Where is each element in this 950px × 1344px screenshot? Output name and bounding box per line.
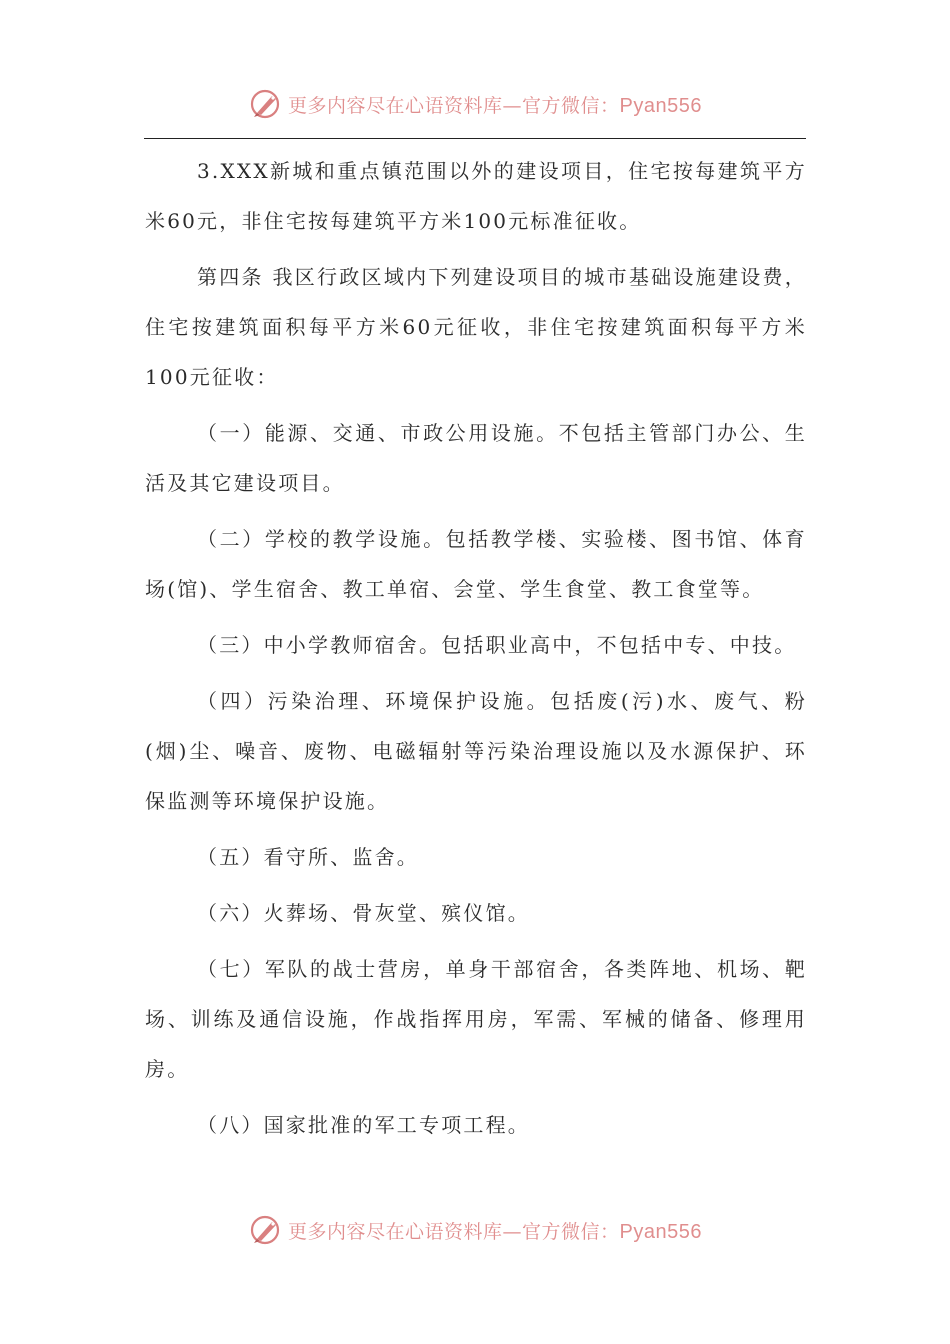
- paragraph: （七）军队的战士营房，单身干部宿舍，各类阵地、机场、靶场、训练及通信设施，作战指挥用房，军需、军械的储备、修理用房。: [145, 957, 807, 1081]
- document-body: [145, 146, 807, 1156]
- paragraph: （一）能源、交通、市政公用设施。不包括主管部门办公、生活及其它建设项目。: [145, 421, 807, 495]
- banner-text: 更多内容尽在心语资料库—官方微信：Pyan556: [288, 1220, 702, 1243]
- footer-banner: [0, 1208, 950, 1252]
- paragraph: 第四条 我区行政区域内下列建设项目的城市基础设施建设费，住宅按建筑面积每平方米60元征收，非住宅按建筑面积每平方米100元征收：: [145, 265, 807, 389]
- paragraph: （六）火葬场、骨灰堂、殡仪馆。: [197, 901, 530, 925]
- paragraph: （五）看守所、监舍。: [197, 845, 419, 869]
- wechat-id: Pyan556: [619, 1220, 702, 1243]
- paragraph: （三）中小学教师宿舍。包括职业高中，不包括中专、中技。: [197, 633, 797, 657]
- pen-nib-logo-icon: [248, 86, 284, 122]
- paragraph: （四）污染治理、环境保护设施。包括废(污)水、废气、粉(烟)尘、噪音、废物、电磁辐射等污染治理设施以及水源保护、环保监测等环境保护设施。: [145, 689, 807, 813]
- paragraph: 3.XXX新城和重点镇范围以外的建设项目，住宅按每建筑平方米60元，非住宅按每建筑平方米100元标准征收。: [145, 159, 807, 233]
- paragraph: （二）学校的教学设施。包括教学楼、实验楼、图书馆、体育场(馆)、学生宿舍、教工单宿、会堂、学生食堂、教工食堂等。: [145, 527, 807, 601]
- banner-text: 更多内容尽在心语资料库—官方微信：Pyan556: [288, 94, 702, 117]
- header-divider: [144, 138, 806, 139]
- wechat-id: Pyan556: [619, 94, 702, 117]
- paragraph: （八）国家批准的军工专项工程。: [197, 1113, 530, 1137]
- pen-nib-logo-icon: [248, 1212, 284, 1248]
- header-banner: [0, 82, 950, 126]
